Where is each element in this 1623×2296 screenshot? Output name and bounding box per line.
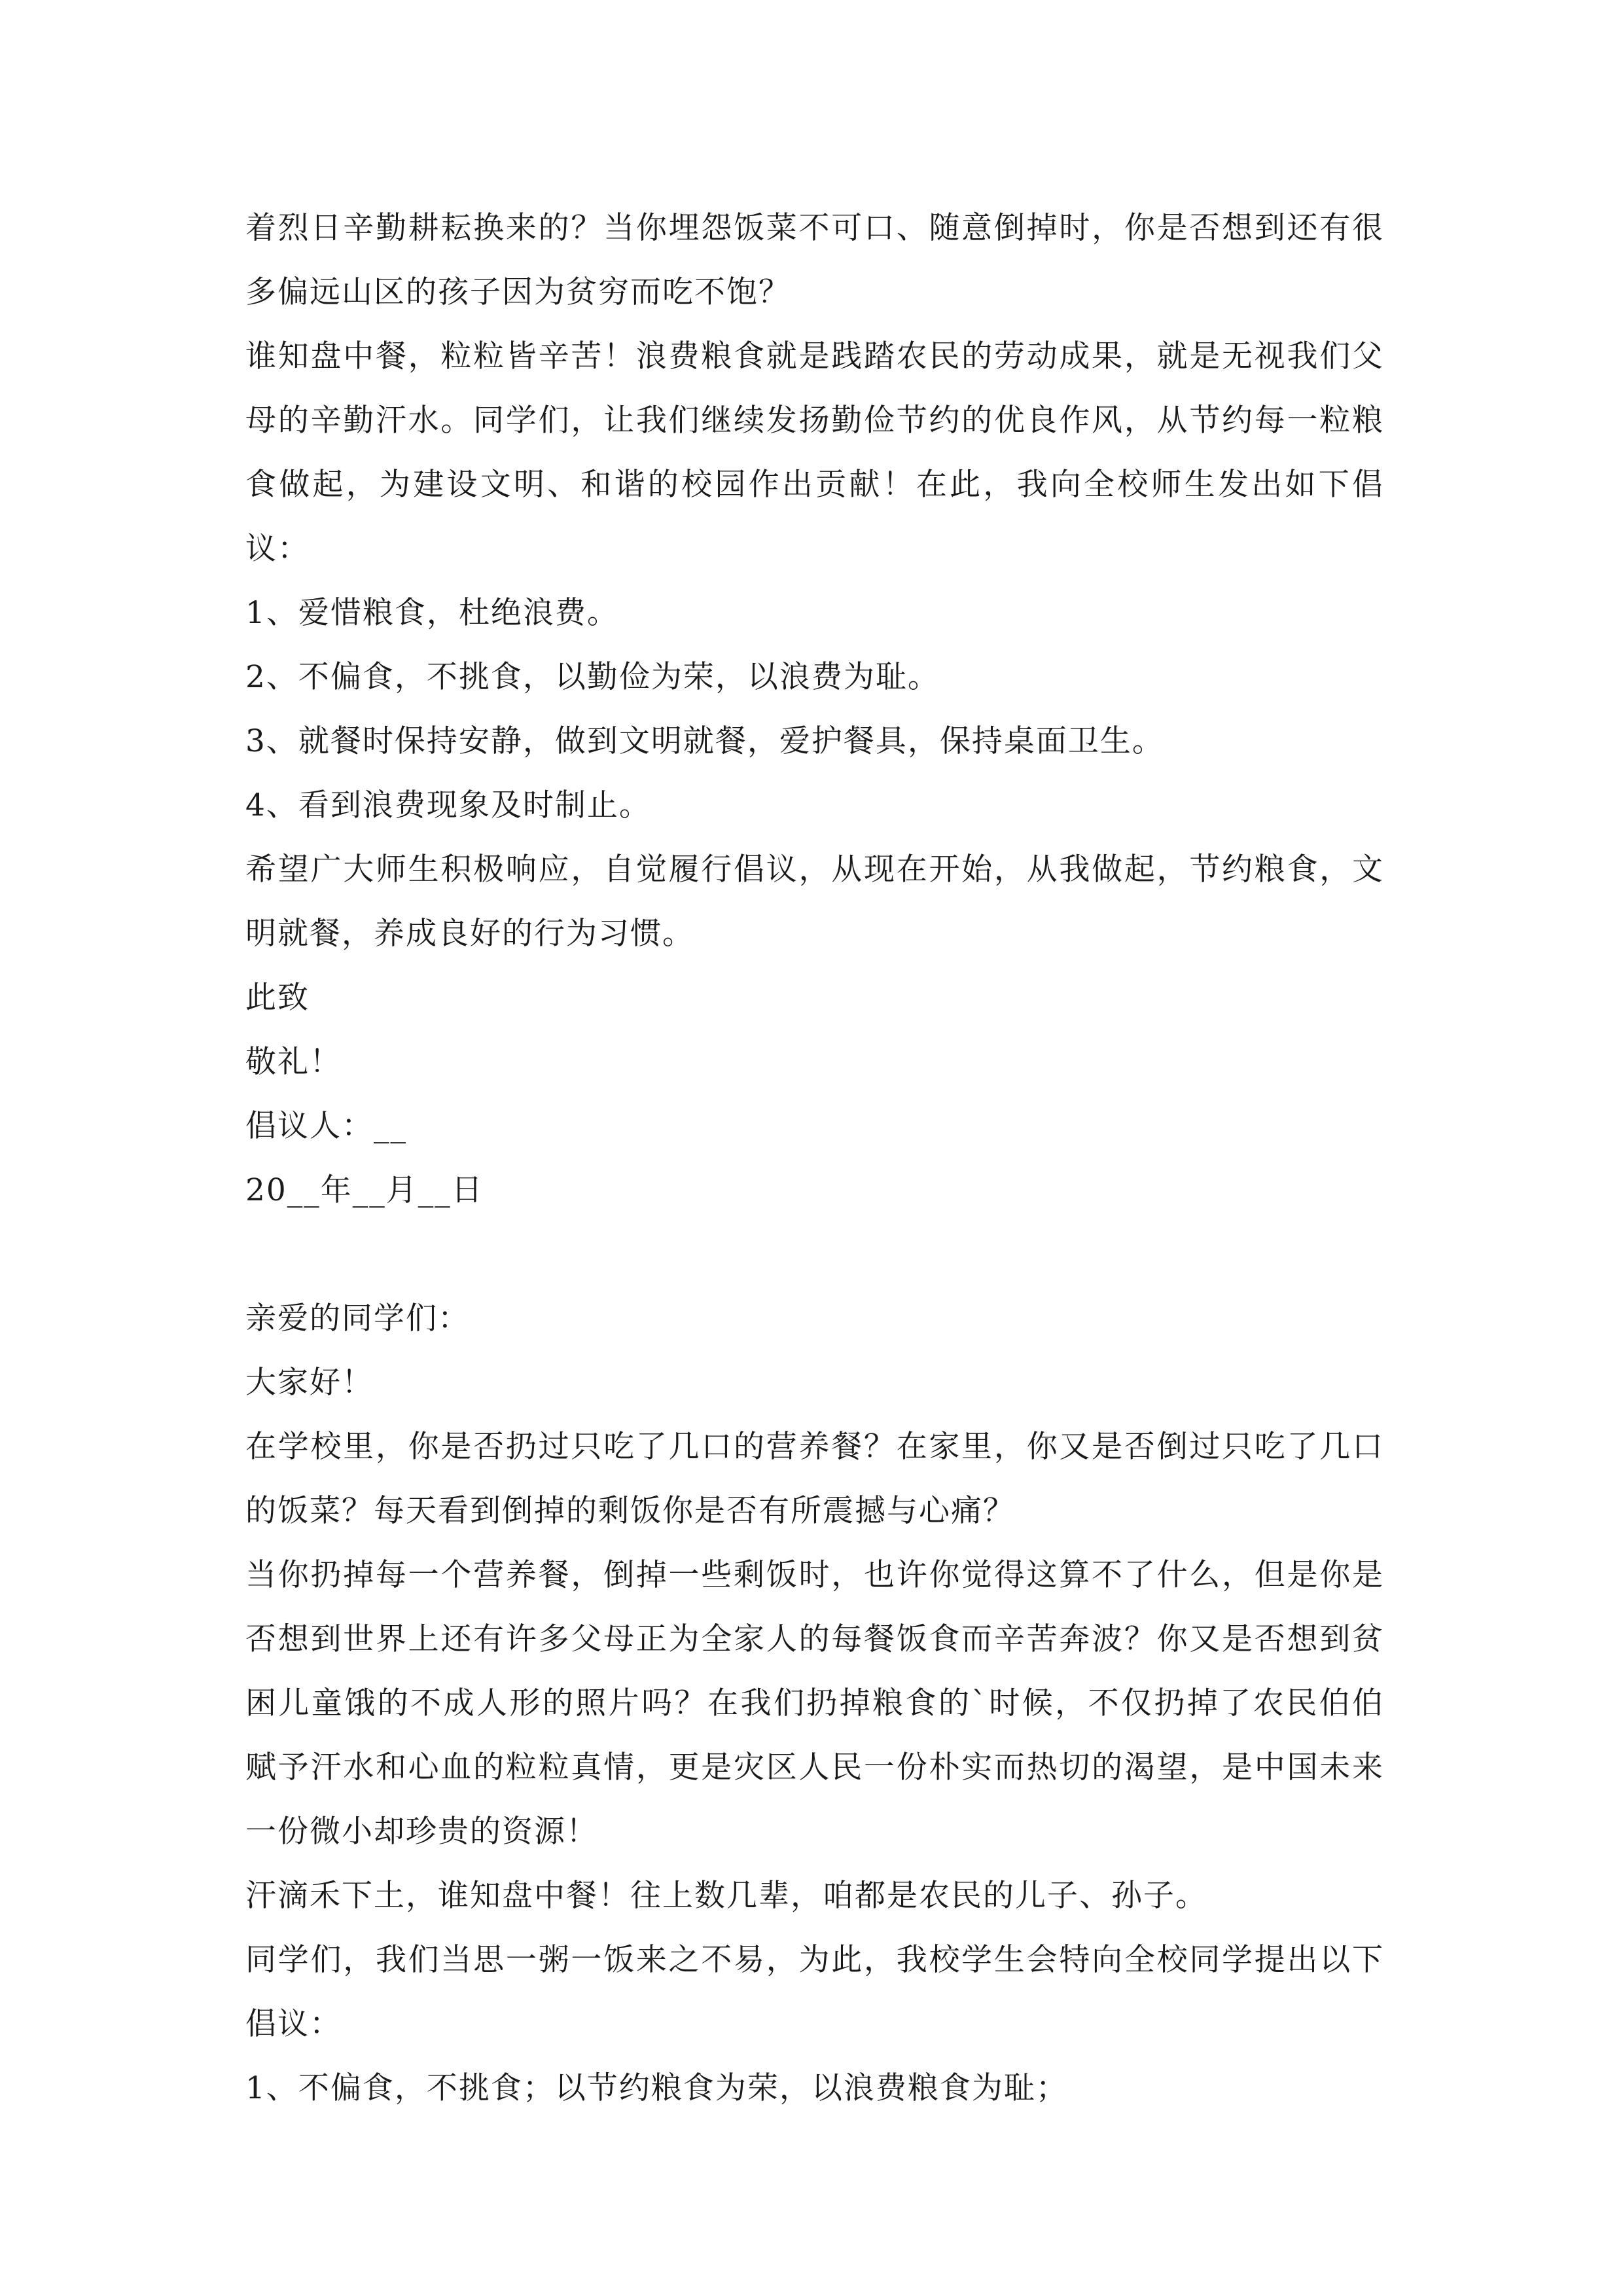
list-item: 1、不偏食，不挑食；以节约粮食为荣，以浪费粮食为耻；	[245, 2070, 1068, 2106]
list-item: 4、看到浪费现象及时制止。	[245, 787, 651, 823]
paragraph: 希望广大师生积极响应，自觉履行倡议，从现在开始，从我做起，节约粮食，文明就餐，养成良好的行为习惯。	[245, 852, 1384, 952]
closing-line: 此致	[245, 980, 310, 1016]
paragraph: 汗滴禾下土，谁知盘中餐！往上数几辈，咱都是农民的儿子、孙子。	[245, 1878, 1207, 1914]
date-line: 20__年__月__日	[245, 1172, 484, 1208]
paragraph: 着烈日辛勤耕耘换来的？当你埋怨饭菜不可口、随意倒掉时，你是否想到还有很多偏远山区的孩子因为贫穷而吃不饱？	[245, 210, 1384, 310]
list-item: 3、就餐时保持安静，做到文明就餐，爱护餐具，保持桌面卫生。	[245, 723, 1164, 759]
signer-line: 倡议人：__	[245, 1108, 407, 1144]
closing-line: 敬礼！	[245, 1044, 342, 1080]
section-gap	[245, 1223, 1384, 1287]
salutation: 亲爱的同学们：	[245, 1300, 470, 1336]
paragraph: 当你扔掉每一个营养餐，倒掉一些剩饭时，也许你觉得这算不了什么，但是你是否想到世界上还有许多父母正为全家人的每餐饭食而辛苦奔波？你又是否想到贫困儿童饿的不成人形的照片吗？在我们扔掉粮食的`时候，不仅扔掉了农民伯伯赋予汗水和心血的粒粒真情，更是灾区人民一份朴实而热切的渴望，是中国未来一份微小却珍贵的资源！	[245, 1557, 1384, 1850]
greeting: 大家好！	[245, 1365, 374, 1401]
list-item: 1、爱惜粮食，杜绝浪费。	[245, 595, 619, 631]
paragraph: 谁知盘中餐，粒粒皆辛苦！浪费粮食就是践踏农民的劳动成果，就是无视我们父母的辛勤汗水。同学们，让我们继续发扬勤俭节约的优良作风，从节约每一粒粮食做起，为建设文明、和谐的校园作出贡献！在此，我向全校师生发出如下倡议：	[245, 338, 1384, 567]
list-item: 2、不偏食，不挑食，以勤俭为荣，以浪费为耻。	[245, 659, 940, 695]
document-body	[245, 196, 1384, 2121]
paragraph: 同学们，我们当思一粥一饭来之不易，为此，我校学生会特向全校同学提出以下倡议：	[245, 1942, 1384, 2042]
paragraph: 在学校里，你是否扔过只吃了几口的营养餐？在家里，你又是否倒过只吃了几口的饭菜？每天看到倒掉的剩饭你是否有所震撼与心痛？	[245, 1429, 1384, 1529]
